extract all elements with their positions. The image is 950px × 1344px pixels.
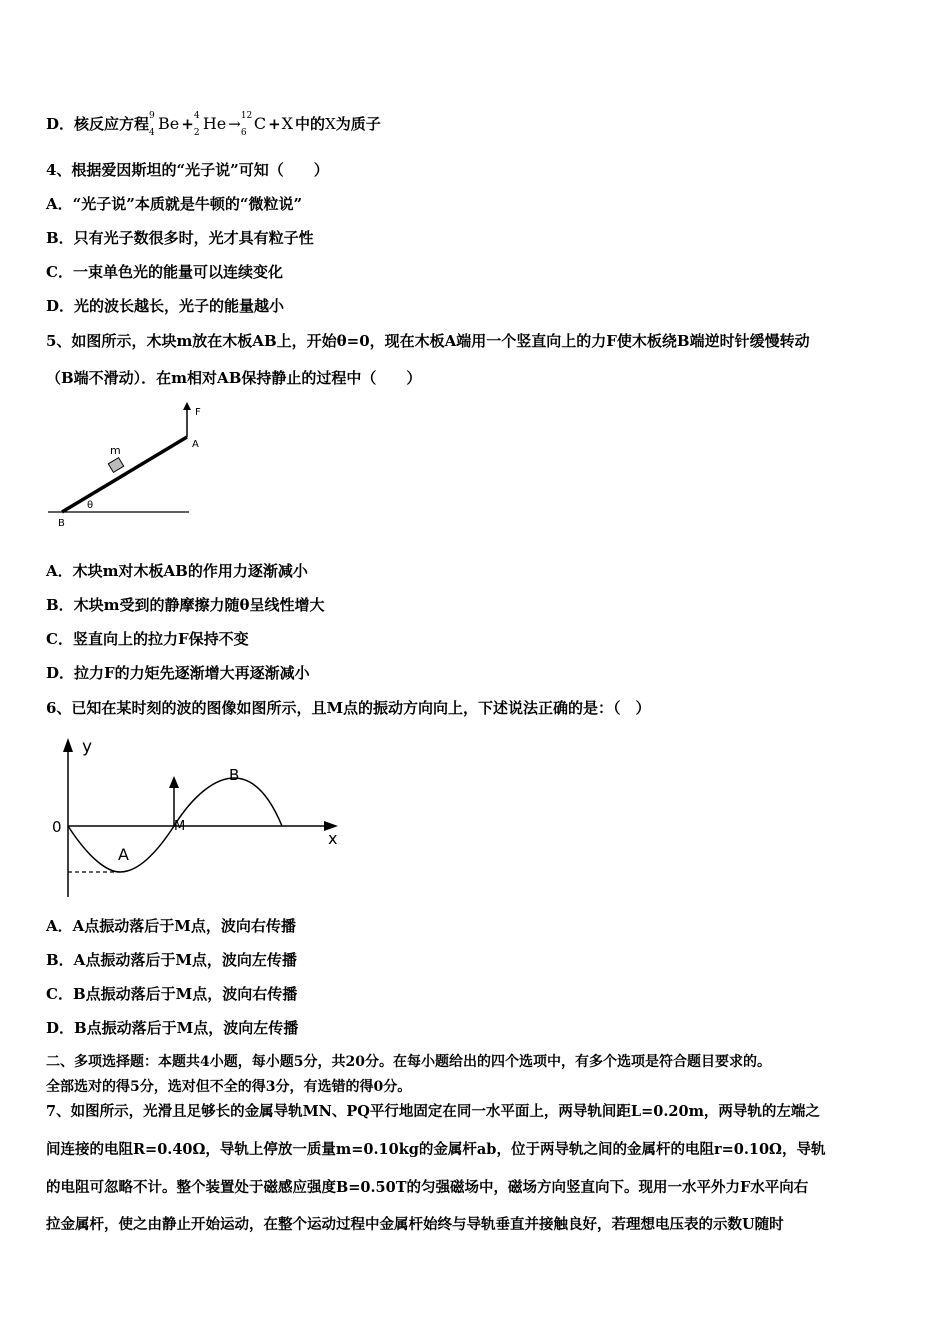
label-y: y bbox=[82, 737, 93, 757]
q5-option-b: B．木块m受到的静摩擦力随θ呈线性增大 bbox=[46, 596, 325, 614]
label-origin: 0 bbox=[52, 818, 62, 836]
label-m: m bbox=[110, 444, 121, 457]
label-f: F bbox=[195, 407, 201, 418]
q3-option-d-suffix: 为质子 bbox=[335, 115, 381, 133]
q5-figure-inclined-board bbox=[44, 398, 204, 530]
plus-sign: + bbox=[181, 115, 194, 133]
q5-option-a: A．木块m对木板AB的作用力逐渐减小 bbox=[46, 562, 308, 580]
q5-stem-line1: 5、如图所示，木块m放在木板AB上，开始θ=0，现在木板A端用一个竖直向上的力F使木板绕B端逆时针缓慢转动 bbox=[46, 332, 810, 350]
q3-option-d-x: X bbox=[325, 115, 336, 133]
nuclide-he: 4 2 He bbox=[193, 111, 227, 138]
nuclide-c: 12 6 C bbox=[240, 111, 267, 138]
nuclide-x: X bbox=[281, 114, 294, 133]
force-arrowhead bbox=[183, 402, 191, 410]
q5-stem-line2: （B端不滑动）．在m相对AB保持静止的过程中（ ） bbox=[46, 369, 422, 387]
nuclide-be: 9 4 Be bbox=[149, 111, 180, 138]
q4-option-b: B．只有光子数很多时，光才具有粒子性 bbox=[46, 229, 314, 247]
q4-option-a: A．“光子说”本质就是牛顿的“微粒说” bbox=[46, 195, 303, 213]
label-a: A bbox=[192, 439, 199, 450]
q6-option-b: B．A点振动落后于M点，波向左传播 bbox=[46, 951, 297, 969]
label-point-a: A bbox=[118, 845, 129, 864]
plus-sign: + bbox=[268, 115, 281, 133]
q6-stem: 6、已知在某时刻的波的图像如图所示，且M点的振动方向向上，下述说法正确的是：（ ） bbox=[46, 699, 651, 717]
q3-option-d-prefix: D．核反应方程 bbox=[46, 115, 150, 133]
board-ab bbox=[62, 437, 187, 512]
section2-header-line1: 二、多项选择题：本题共4小题，每小题5分，共20分。在每小题给出的四个选项中，有多个选项是符合题目要求的。 bbox=[46, 1054, 771, 1070]
label-point-b: B bbox=[229, 766, 240, 784]
q3-option-d-mid: 中的 bbox=[295, 115, 326, 133]
section2-header-line2: 全部选对的得5分，选对但不全的得3分，有选错的得0分。 bbox=[46, 1079, 412, 1095]
q4-stem: 4、根据爱因斯坦的“光子说”可知（ ） bbox=[46, 161, 329, 179]
q5-option-d: D．拉力F的力矩先逐渐增大再逐渐减小 bbox=[46, 664, 310, 682]
q6-figure-wave bbox=[50, 732, 350, 902]
label-b: B bbox=[58, 518, 65, 529]
y-axis-arrowhead bbox=[63, 738, 73, 752]
q4-option-d: D．光的波长越长，光子的能量越小 bbox=[46, 297, 285, 315]
q5-option-c: C．竖直向上的拉力F保持不变 bbox=[46, 630, 249, 648]
q7-line1: 7、如图所示，光滑且足够长的金属导轨MN、PQ平行地固定在同一水平面上，两导轨间距L=0.20m，两导轨的左端之 bbox=[46, 1103, 820, 1120]
block-m bbox=[108, 458, 123, 473]
reaction-arrow: → bbox=[228, 115, 241, 133]
q4-option-c: C．一束单色光的能量可以连续变化 bbox=[46, 263, 283, 281]
label-theta: θ bbox=[87, 500, 94, 511]
q6-option-a: A．A点振动落后于M点，波向右传播 bbox=[46, 917, 296, 935]
q3-option-d bbox=[46, 111, 381, 138]
q6-option-d: D．B点振动落后于M点，波向左传播 bbox=[46, 1019, 299, 1037]
label-point-m: M bbox=[174, 819, 186, 834]
m-velocity-arrowhead bbox=[169, 776, 179, 788]
label-x: x bbox=[328, 829, 338, 848]
q7-line3: 的电阻可忽略不计。整个装置处于磁感应强度B=0.50T的匀强磁场中，磁场方向竖直向下。现用一水平外力F水平向右 bbox=[46, 1179, 809, 1196]
q7-line4: 拉金属杆，使之由静止开始运动，在整个运动过程中金属杆始终与导轨垂直并接触良好，若理想电压表的示数U随时 bbox=[46, 1216, 784, 1233]
q6-option-c: C．B点振动落后于M点，波向右传播 bbox=[46, 985, 298, 1003]
q7-line2: 间连接的电阻R=0.40Ω，导轨上停放一质量m=0.10kg的金属杆ab，位于两导轨之间的金属杆的电阻r=0.10Ω，导轨 bbox=[46, 1141, 826, 1158]
